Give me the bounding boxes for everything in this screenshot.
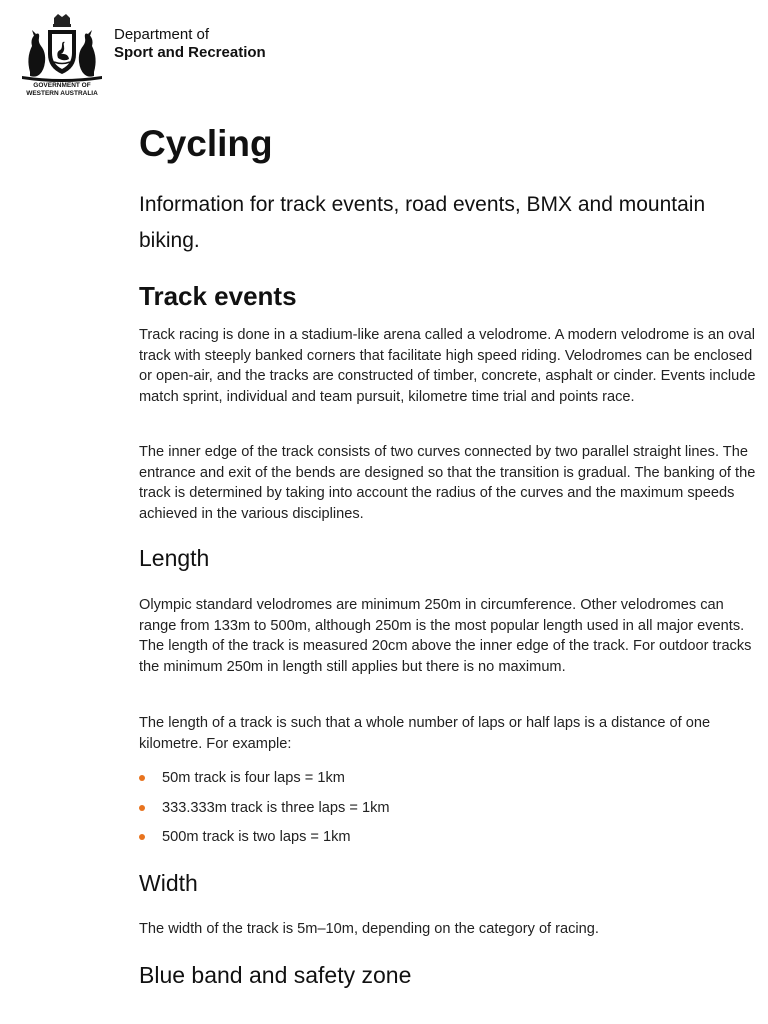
heading-track-events: Track events <box>139 281 297 311</box>
paragraph-inner-edge: The inner edge of the track consists of two curves connected by two parallel straight lines. The entrance and exit of the bends are designed so that the transition is gradual. The banking of the track is determined by taking into account the radius of the curves and the maximum speeds achieved in the various disciplines. <box>139 444 756 522</box>
department-name <box>114 26 266 62</box>
paragraph-track-racing: Track racing is done in a stadium-like arena called a velodrome. A modern velodrome is an oval track with steeply banked corners that facilitate high speed riding. Velodromes can be enclosed or open-air, and the tracks are constructed of timber, concrete, asphalt or cinder. Events include match sprint, individual and team pursuit, kilometre time trial and points race. <box>139 327 756 405</box>
lap-examples-list <box>139 764 390 853</box>
heading-width: Width <box>139 870 198 896</box>
list-item: 333.333m track is three laps = 1km <box>139 794 390 824</box>
heading-length: Length <box>139 545 210 571</box>
paragraph-olympic-standard: Olympic standard velodromes are minimum 250m in circumference. Other velodromes can range from 133m to 500m, although 250m is the most popular length used in all major events. The length of the track is measured 20cm above the inner edge of the track. For outdoor tracks the minimum 250m in length still applies but there is no maximum. <box>139 597 752 675</box>
government-crest-logo <box>14 12 110 102</box>
paragraph-width: The width of the track is 5m–10m, depending on the category of racing. <box>139 921 599 937</box>
list-item: 500m track is two laps = 1km <box>139 823 390 853</box>
bullet-dot-icon <box>139 805 145 811</box>
bullet-dot-icon <box>139 834 145 840</box>
crest-caption: GOVERNMENT OF WESTERN AUSTRALIA <box>26 82 98 97</box>
department-line-2: Sport and Recreation <box>114 44 266 61</box>
list-item: 50m track is four laps = 1km <box>139 764 390 794</box>
intro-paragraph: Information for track events, road events, BMX and mountain biking. <box>139 193 706 252</box>
heading-blue-band: Blue band and safety zone <box>139 962 412 988</box>
paragraph-track-length: The length of a track is such that a whole number of laps or half laps is a distance of one kilometre. For example: <box>139 715 711 752</box>
department-line-1: Department of <box>114 26 210 43</box>
bullet-dot-icon <box>139 775 145 781</box>
page-title: Cycling <box>139 123 273 164</box>
coat-of-arms-icon <box>16 12 108 82</box>
